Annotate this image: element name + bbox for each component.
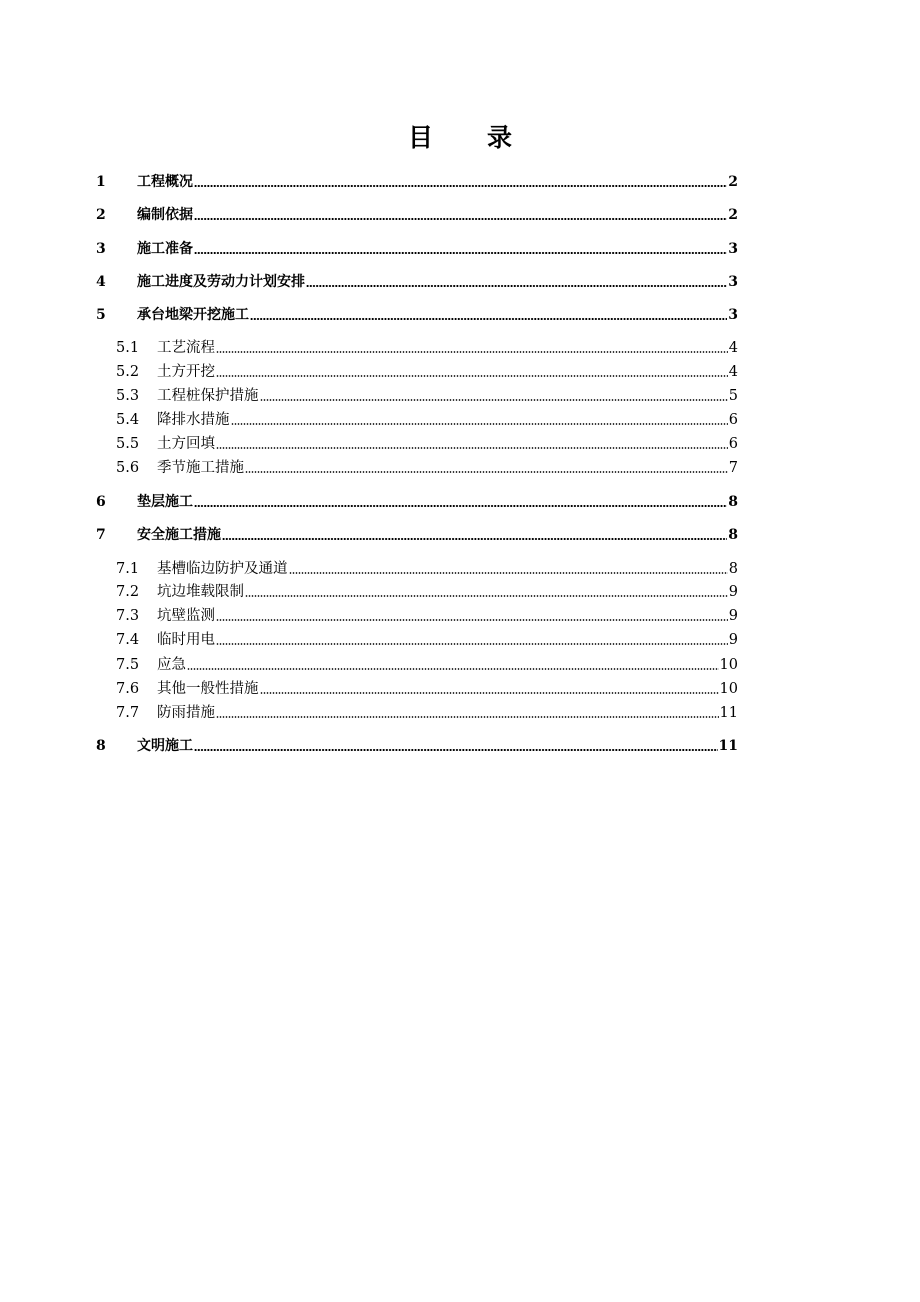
- toc-entry-page: 11: [719, 705, 738, 721]
- dot-leader: [216, 375, 728, 377]
- toc-entry-number: 5.6: [116, 460, 140, 476]
- toc-entry-number: 4: [96, 274, 106, 290]
- dot-leader: [194, 749, 718, 751]
- dot-leader: [187, 668, 719, 670]
- toc-entry-page: 2: [728, 174, 738, 190]
- toc-entry-page: 4: [728, 364, 738, 380]
- toc-entry-text: 应急: [157, 657, 186, 673]
- toc-entry-5-2[interactable]: [116, 361, 738, 383]
- toc-entry-text: 临时用电: [157, 632, 215, 648]
- dot-leader: [216, 643, 728, 645]
- toc-title-left: 目: [407, 123, 433, 152]
- toc-entry-page: 9: [728, 608, 738, 624]
- toc-entry-page: 3: [728, 274, 738, 290]
- toc-entry-page: 9: [728, 632, 738, 648]
- toc-entry-page: 4: [728, 340, 738, 356]
- toc-entry-number: 7.5: [116, 657, 140, 673]
- toc-entry-number: 7: [96, 527, 106, 543]
- toc-entry-5[interactable]: [96, 304, 738, 326]
- toc-entry-number: 7.1: [116, 561, 140, 577]
- toc-entry-text: 季节施工措施: [157, 460, 244, 476]
- toc-entry-text: 其他一般性措施: [157, 681, 259, 697]
- toc-title-right: 录: [487, 123, 513, 152]
- dot-leader: [194, 185, 727, 187]
- toc-entry-5-3[interactable]: [116, 385, 738, 407]
- toc-entry-text: 文明施工: [137, 738, 193, 754]
- toc-entry-page: 8: [728, 561, 738, 577]
- toc-entry-1[interactable]: [96, 171, 738, 193]
- toc-entry-page: 10: [719, 657, 738, 673]
- toc-entry-number: 8: [96, 738, 106, 754]
- toc-entry-number: 5: [96, 307, 106, 323]
- toc-entry-number: 6: [96, 494, 106, 510]
- toc-entry-number: 5.4: [116, 412, 140, 428]
- toc-entry-page: 3: [728, 241, 738, 257]
- toc-entry-text: 防雨措施: [157, 705, 215, 721]
- dot-leader: [194, 218, 727, 220]
- toc-entry-number: 7.4: [116, 632, 140, 648]
- toc-entry-text: 土方开挖: [157, 364, 215, 380]
- dot-leader: [216, 619, 728, 621]
- toc-entry-text: 施工进度及劳动力计划安排: [137, 274, 305, 290]
- toc-entry-number: 5.2: [116, 364, 140, 380]
- dot-leader: [216, 351, 728, 353]
- toc-entry-page: 8: [728, 527, 738, 543]
- toc-entry-page: 6: [728, 436, 738, 452]
- toc-entry-5-5[interactable]: [116, 433, 738, 455]
- toc-entry-7-3[interactable]: [116, 605, 738, 627]
- toc-entry-text: 承台地梁开挖施工: [137, 307, 249, 323]
- toc-entry-number: 5.1: [116, 340, 140, 356]
- dot-leader: [260, 692, 719, 694]
- dot-leader: [222, 538, 727, 540]
- toc-entry-7-1[interactable]: [116, 558, 738, 580]
- toc-entry-page: 10: [719, 681, 738, 697]
- toc-entry-text: 工程桩保护措施: [157, 388, 259, 404]
- toc-entry-page: 8: [728, 494, 738, 510]
- toc-entry-text: 降排水措施: [157, 412, 230, 428]
- toc-entry-text: 编制依据: [137, 207, 193, 223]
- toc-entry-text: 工程概况: [137, 174, 193, 190]
- dot-leader: [194, 252, 727, 254]
- toc-entry-page: 3: [728, 307, 738, 323]
- toc-entry-number: 5.5: [116, 436, 140, 452]
- toc-entry-4[interactable]: [96, 271, 738, 293]
- dot-leader: [231, 423, 728, 425]
- toc-entry-text: 坑边堆载限制: [157, 584, 244, 600]
- toc-entry-page: 6: [728, 412, 738, 428]
- toc-entry-number: 2: [96, 207, 106, 223]
- toc-entry-text: 施工准备: [137, 241, 193, 257]
- toc-entry-page: 5: [728, 388, 738, 404]
- dot-leader: [260, 399, 728, 401]
- toc-title: [0, 118, 920, 154]
- dot-leader: [306, 285, 727, 287]
- toc-entry-2[interactable]: [96, 204, 738, 226]
- dot-leader: [245, 595, 728, 597]
- toc-entry-text: 工艺流程: [157, 340, 215, 356]
- toc-entry-7-4[interactable]: [116, 629, 738, 651]
- toc-entry-text: 坑壁监测: [157, 608, 215, 624]
- toc-entry-5-6[interactable]: [116, 457, 738, 479]
- dot-leader: [289, 572, 728, 574]
- toc-entry-text: 基槽临边防护及通道: [157, 561, 288, 577]
- toc-entry-page: 11: [718, 738, 738, 754]
- dot-leader: [245, 471, 728, 473]
- toc-entry-page: 2: [728, 207, 738, 223]
- toc-entry-7-6[interactable]: [116, 678, 738, 700]
- toc-entry-number: 1: [96, 174, 106, 190]
- toc-entry-7-5[interactable]: [116, 654, 738, 676]
- toc-entry-3[interactable]: [96, 238, 738, 260]
- dot-leader: [250, 318, 727, 320]
- toc-entry-5-4[interactable]: [116, 409, 738, 431]
- toc-entry-number: 5.3: [116, 388, 140, 404]
- toc-entry-number: 3: [96, 241, 106, 257]
- toc-entry-page: 9: [728, 584, 738, 600]
- toc-entry-number: 7.7: [116, 705, 140, 721]
- toc-entry-7-2[interactable]: [116, 581, 738, 603]
- dot-leader: [216, 447, 728, 449]
- toc-entry-number: 7.2: [116, 584, 140, 600]
- toc-entry-5-1[interactable]: [116, 337, 738, 359]
- dot-leader: [194, 505, 727, 507]
- dot-leader: [216, 716, 719, 718]
- toc-entry-8[interactable]: [96, 735, 738, 757]
- toc-entry-number: 7.3: [116, 608, 140, 624]
- toc-entry-6[interactable]: [96, 491, 738, 513]
- toc-entry-number: 7.6: [116, 681, 140, 697]
- toc-entry-text: 安全施工措施: [137, 527, 221, 543]
- toc-entry-7[interactable]: [96, 524, 738, 546]
- toc-entry-text: 土方回填: [157, 436, 215, 452]
- toc-entry-page: 7: [728, 460, 738, 476]
- toc-entry-7-7[interactable]: [116, 702, 738, 724]
- toc-entry-text: 垫层施工: [137, 494, 193, 510]
